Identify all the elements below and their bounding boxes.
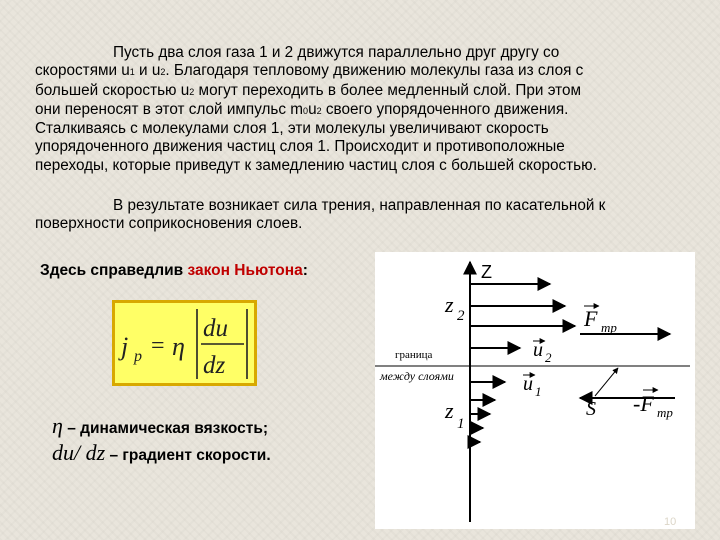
z-axis-label: Z [481, 262, 492, 282]
newton-formula-box [112, 300, 257, 386]
surface-pointer [595, 368, 618, 396]
page-number: 10 [664, 516, 677, 528]
legend-gradient [52, 440, 271, 466]
text-run: u [308, 100, 317, 118]
gradient-symbol: du/ dz [52, 440, 106, 465]
subscript: 2 [316, 105, 322, 116]
subscript: 2 [189, 86, 195, 97]
surface-label: S [586, 398, 596, 420]
gas-layers-diagram [375, 252, 695, 529]
formula-eta: η [172, 332, 185, 361]
force-label: F [584, 306, 598, 331]
formula-lhs-subscript: p [134, 348, 142, 365]
text-run: скоростями u [35, 62, 130, 80]
u2-label: u [533, 339, 543, 361]
boundary-label-line2: между слоями [380, 369, 454, 383]
text-line: В результате возникает сила трения, направленная по касательной к [113, 197, 606, 214]
z2-subscript: 2 [457, 308, 465, 324]
newton-prefix: Здесь справедлив [40, 262, 188, 279]
text-run: и u [134, 62, 161, 80]
newton-formula [115, 303, 254, 383]
subscript: 2 [160, 67, 166, 78]
text-line: упорядоченного движения частиц слоя 1. Происходит и противоположные [35, 138, 565, 156]
neg-force-subscript: тр [657, 405, 673, 420]
lower-layer-arrows [470, 382, 505, 442]
force-subscript: тр [601, 320, 617, 335]
text-run: . Благодаря тепловому движению молекулы газа из слоя с [165, 62, 584, 80]
text-run: своего упорядоченного движения. [321, 100, 569, 118]
u1-label: u [523, 373, 533, 395]
velocity-profile [375, 252, 695, 529]
u1-subscript: 1 [535, 384, 542, 399]
text-run: большей скоростью u [35, 81, 190, 99]
z2-label: z [445, 292, 454, 317]
u2-subscript: 2 [545, 350, 552, 365]
formula-equals: = [151, 333, 165, 359]
neg-force-label: -F [633, 391, 654, 416]
formula-numerator: du [203, 315, 228, 342]
text-run: они переносят в этот слой импульс m [35, 100, 304, 118]
formula-lhs: j [121, 332, 129, 361]
newton-suffix: : [302, 262, 308, 279]
text-line: поверхности соприкосновения слоев. [35, 215, 303, 233]
legend-viscosity [52, 413, 268, 439]
upper-layer-arrows [470, 284, 575, 348]
subscript: 1 [129, 67, 135, 78]
gradient-text: – градиент скорости. [105, 447, 271, 464]
text-line: Сталкиваясь с молекулами слоя 1, эти молекулы увеличивают скорость [35, 120, 549, 138]
text-line: переходы, которые приведут к замедлению частиц слоя с большей скоростью. [35, 156, 597, 174]
friction-paragraph [35, 197, 707, 234]
newton-law-name: закон Ньютона [187, 262, 303, 279]
eta-symbol: η [52, 413, 63, 438]
formula-denominator: dz [203, 352, 226, 379]
newton-law-intro [40, 262, 308, 280]
boundary-label-line1: граница [395, 349, 433, 361]
subscript: 0 [303, 105, 309, 116]
intro-paragraph [35, 44, 707, 175]
text-run: могут переходить в более медленный слой. При этом [194, 81, 582, 99]
z1-subscript: 1 [457, 416, 465, 432]
viscosity-text: – динамическая вязкость; [62, 420, 269, 437]
text-line: Пусть два слоя газа 1 и 2 движутся параллельно друг другу со [113, 44, 560, 61]
z1-label: z [445, 398, 454, 423]
